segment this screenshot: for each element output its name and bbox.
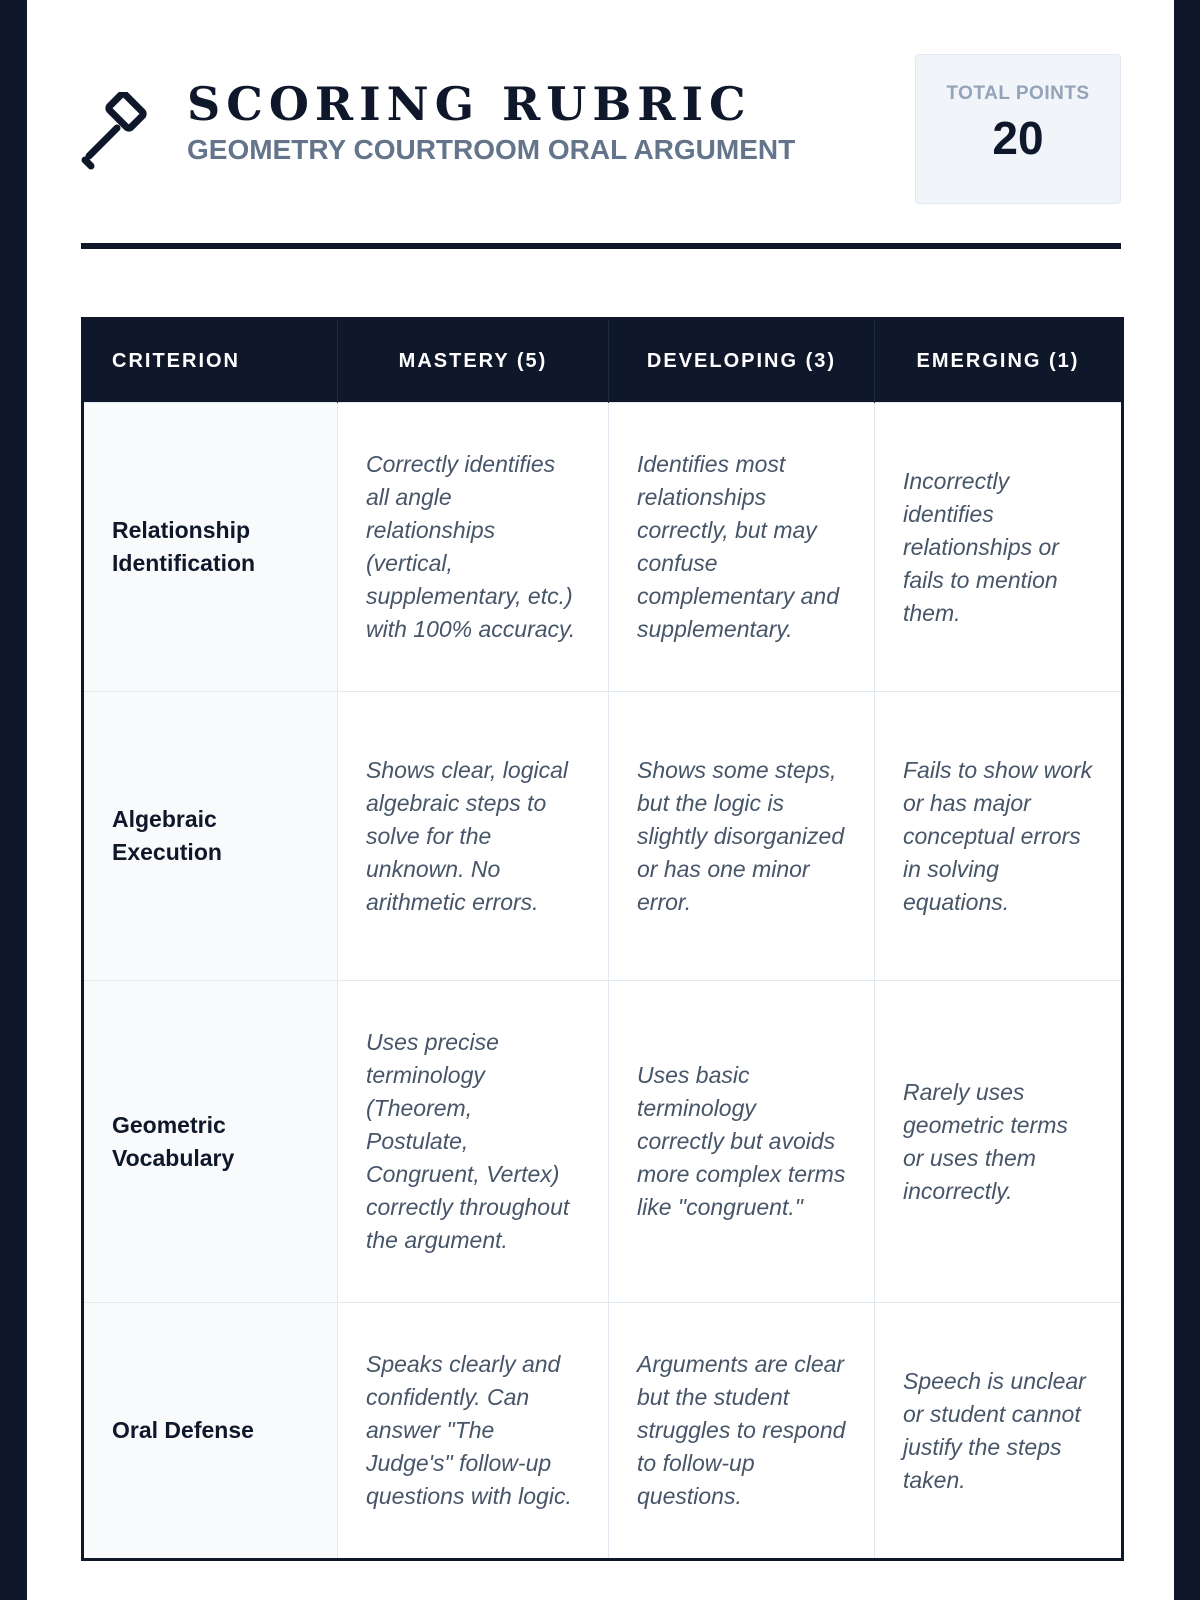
criterion-cell: Oral Defense (83, 1303, 338, 1560)
mastery-cell: Uses precise terminology (Theorem, Postulate, Congruent, Vertex) correctly throughout the argument. (338, 981, 609, 1303)
developing-cell: Arguments are clear but the student struggles to respond to follow-up questions. (609, 1303, 875, 1560)
emerging-cell: Speech is unclear or student cannot justify the steps taken. (875, 1303, 1123, 1560)
table-header-row (83, 319, 1123, 403)
header-divider (81, 243, 1121, 249)
gavel-icon (81, 92, 159, 170)
rubric-page (27, 0, 1174, 1600)
table-row (83, 692, 1123, 981)
header (81, 54, 1121, 204)
criterion-cell: Geometric Vocabulary (83, 981, 338, 1303)
emerging-cell: Incorrectly identifies relationships or fails to mention them. (875, 403, 1123, 692)
mastery-cell: Speaks clearly and confidently. Can answer "The Judge's" follow-up questions with logic. (338, 1303, 609, 1560)
table-row (83, 1303, 1123, 1560)
column-header-criterion: CRITERION (83, 319, 338, 403)
column-header-developing: DEVELOPING (3) (609, 319, 875, 403)
emerging-cell: Rarely uses geometric terms or uses them incorrectly. (875, 981, 1123, 1303)
developing-cell: Uses basic terminology correctly but avoids more complex terms like "congruent." (609, 981, 875, 1303)
rubric-table (81, 317, 1124, 1561)
total-points-label: TOTAL POINTS (946, 83, 1090, 104)
criterion-cell: Algebraic Execution (83, 692, 338, 981)
total-points-box (915, 54, 1121, 204)
table-row (83, 981, 1123, 1303)
title-block (187, 76, 795, 168)
page-subtitle: GEOMETRY COURTROOM ORAL ARGUMENT (187, 134, 796, 165)
developing-cell: Identifies most relationships correctly, but may confuse complementary and supplementary. (609, 403, 875, 692)
table-row (83, 403, 1123, 692)
column-header-mastery: MASTERY (5) (338, 319, 609, 403)
page-title: SCORING RUBRIC (187, 77, 752, 131)
mastery-cell: Shows clear, logical algebraic steps to solve for the unknown. No arithmetic errors. (338, 692, 609, 981)
developing-cell: Shows some steps, but the logic is slightly disorganized or has one minor error. (609, 692, 875, 981)
emerging-cell: Fails to show work or has major conceptual errors in solving equations. (875, 692, 1123, 981)
criterion-cell: Relationship Identification (83, 403, 338, 692)
mastery-cell: Correctly identifies all angle relationships (vertical, supplementary, etc.) with 100% accuracy. (338, 403, 609, 692)
total-points-value: 20 (992, 112, 1044, 164)
column-header-emerging: EMERGING (1) (875, 319, 1123, 403)
